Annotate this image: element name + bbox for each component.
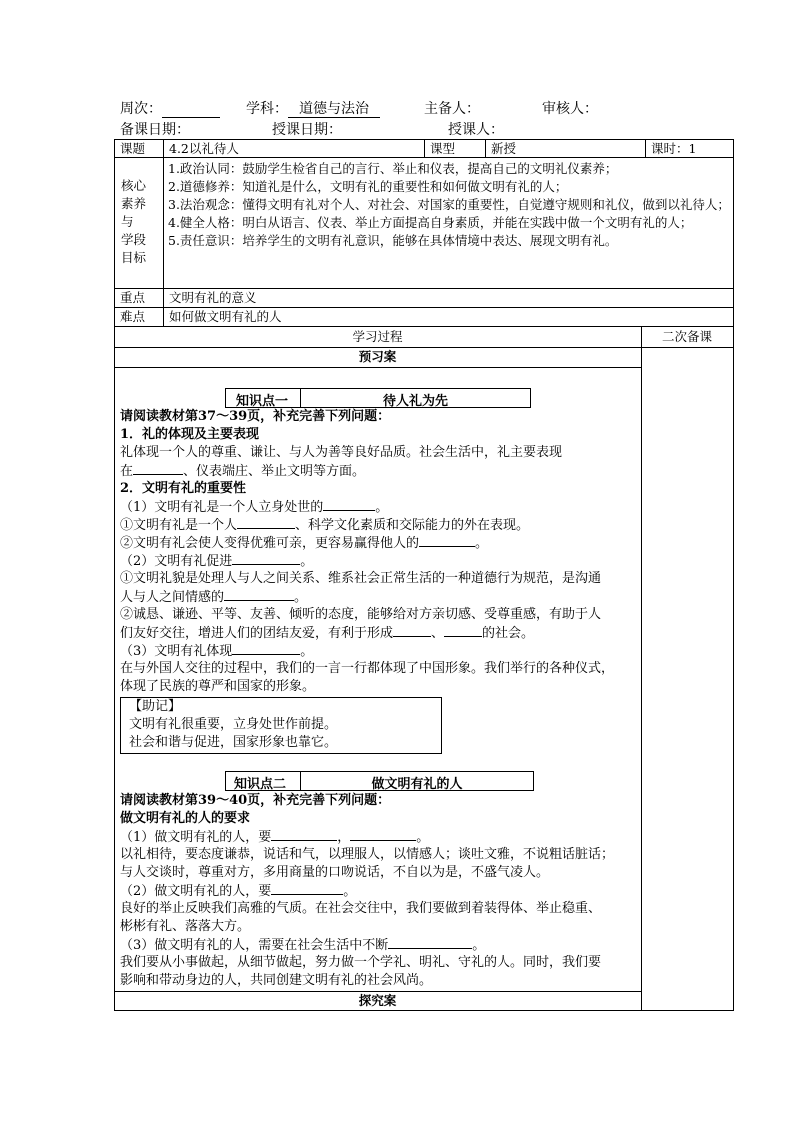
fill-blank[interactable] [271,882,343,895]
fill-blank[interactable] [444,624,482,637]
k2-q1-line1: 以礼相待，要态度谦恭，说话和气，以理服人，以情感人；谈吐文雅，不说粗话脏话； [120,847,615,862]
k2-title: 做文明有礼的人 [371,777,463,792]
k1-p1: （1）文明有礼是一个人立身处世的 。 [120,500,389,515]
difficulty-value: 如何做文明有礼的人 [169,309,282,324]
k1-p3-line1: 在与外国人交往的过程中，我们的一言一行都体现了中国形象。我们举行的各种仪式， [120,661,615,676]
week-label: 周次： [120,101,162,117]
hours-cell: 课时：1 [651,141,697,156]
k1-p2b-line2: 们友好交往，增进人们的团结友爱，有利于形成 、 的社会。 [120,626,535,641]
k1-p3: （3）文明有礼体现 。 [120,644,314,659]
goal-item: 5.责任意识：培养学生的文明有礼意识，能够在具体情境中表达、展现文明有礼。 [168,233,618,248]
fill-blank[interactable] [271,828,337,841]
k1-p2a-line2: 人与人之间情感的 。 [120,590,308,605]
fill-blank[interactable] [133,462,183,475]
fill-blank[interactable] [350,828,416,841]
core-label: 核心 素养 与 学段 目标 [121,178,147,265]
goal-item: 3.法治观念：懂得文明有礼对个人、对社会、对国家的重要性，自觉遵守规则和礼仪，做到以礼待人； [168,197,730,212]
k1-s1-line2: 在 、仪表端庄、举止文明等方面。 [120,464,366,479]
k2-q3-line2: 影响和带动身边的人，共同创建文明有礼的社会风尚。 [120,973,433,988]
week-field [120,98,220,118]
k2-q3: （3）做文明有礼的人，需要在社会生活中不断 。 [120,938,486,953]
mnemonic-title: 【助记】 [129,699,182,714]
type-label: 课型 [430,141,456,156]
k2-q1: （1）做文明有礼的人，要 ， 。 [120,830,430,845]
k2-q3-line1: 我们要从小事做起，从细节做起，努力做一个学礼、明礼、守礼的人。同时，我们要 [120,955,602,970]
fill-blank[interactable] [237,516,295,529]
teach-date-label: 授课日期： [272,122,342,138]
goals-list [168,160,730,250]
key-value: 文明有礼的意义 [169,290,257,305]
k1-p2: （2）文明有礼促进 。 [120,554,314,569]
topic-value: 4.2以礼待人 [169,141,239,156]
goal-item: 1.政治认同：鼓励学生检省自己的言行、举止和仪表，提高自己的文明礼仪素养； [168,161,618,176]
key-label: 重点 [120,290,146,305]
goal-item: 2.道德修养：知道礼是什么，文明有礼的重要性和如何做文明有礼的人； [168,179,568,194]
k1-p1a: ①文明有礼是一个人 、科学文化素质和交际能力的外在表现。 [120,518,530,533]
fill-blank[interactable] [323,498,375,511]
k1-section2-title: 2．文明有礼的重要性 [120,481,247,496]
preview-header: 预习案 [358,349,397,364]
k1-section1-title: 1．礼的体现及主要表现 [120,427,260,442]
explore-header: 探究案 [358,993,397,1008]
k1-p2b-line1: ②诚恳、谦逊、平等、友善、倾听的态度，能够给对方亲切感、受尊重感，有助于人 [120,607,602,622]
knowledge-box-2 [225,771,534,791]
review-label: 审核人： [542,101,598,117]
knowledge-box-1 [225,388,531,408]
subject-field [246,98,380,118]
fill-blank[interactable] [388,936,472,949]
week-blank[interactable] [162,101,220,118]
lead-label: 主备人： [424,101,480,117]
fill-blank[interactable] [419,534,475,547]
prep-date-label: 备课日期： [120,122,190,138]
k1-s1-line1: 礼体现一个人的尊重、谦让、与人为善等良好品质。社会生活中，礼主要表现 [120,445,563,460]
k1-tag: 知识点一 [236,394,289,409]
subject-value: 道德与法治 [288,101,380,118]
process-header: 学习过程 [352,329,403,344]
mnemonic-box [120,697,442,754]
k1-p1b: ②文明有礼会使人变得优雅可亲，更容易赢得他人的 。 [120,536,489,551]
k2-q2-line2: 彬彬有礼、落落大方。 [120,919,251,934]
fill-blank[interactable] [224,588,294,601]
k1-title: 待人礼为先 [382,394,448,409]
topic-label: 课题 [120,141,146,156]
difficulty-label: 难点 [120,309,146,324]
k2-subtitle: 做文明有礼的人的要求 [120,811,251,826]
mnemonic-line: 文明有礼很重要，立身处世作前提。 [129,717,338,732]
type-value: 新授 [491,141,517,156]
k2-tag: 知识点二 [234,777,287,792]
fill-blank[interactable] [393,624,431,637]
k1-p2a-line1: ①文明礼貌是处理人与人之间关系、维系社会正常生活的一种道德行为规范，是沟通 [120,571,602,586]
subject-label: 学科： [246,101,288,117]
k1-instruction: 请阅读教材第37～39页，补充完善下列问题： [120,409,391,424]
fill-blank[interactable] [232,642,300,655]
k2-q2-line1: 良好的举止反映我们高雅的气质。在社会交往中，我们要做到着装得体、举止稳重、 [120,901,602,916]
k2-instruction: 请阅读教材第39～40页，补充完善下列问题： [120,793,391,808]
k2-q1-line2: 与人交谈时，尊重对方，多用商量的口吻说话，不自以为是，不盛气凌人。 [120,865,550,880]
teacher-label: 授课人： [448,122,504,138]
second-prep-header: 二次备课 [661,329,712,344]
k1-p3-line2: 体现了民族的尊严和国家的形象。 [120,679,316,694]
fill-blank[interactable] [232,552,300,565]
goal-item: 4.健全人格：明白从语言、仪表、举止方面提高自身素质，并能在实践中做一个文明有礼的人； [168,215,693,230]
mnemonic-line: 社会和谐与促进，国家形象也靠它。 [129,735,338,750]
k2-q2: （2）做文明有礼的人，要 。 [120,884,357,899]
